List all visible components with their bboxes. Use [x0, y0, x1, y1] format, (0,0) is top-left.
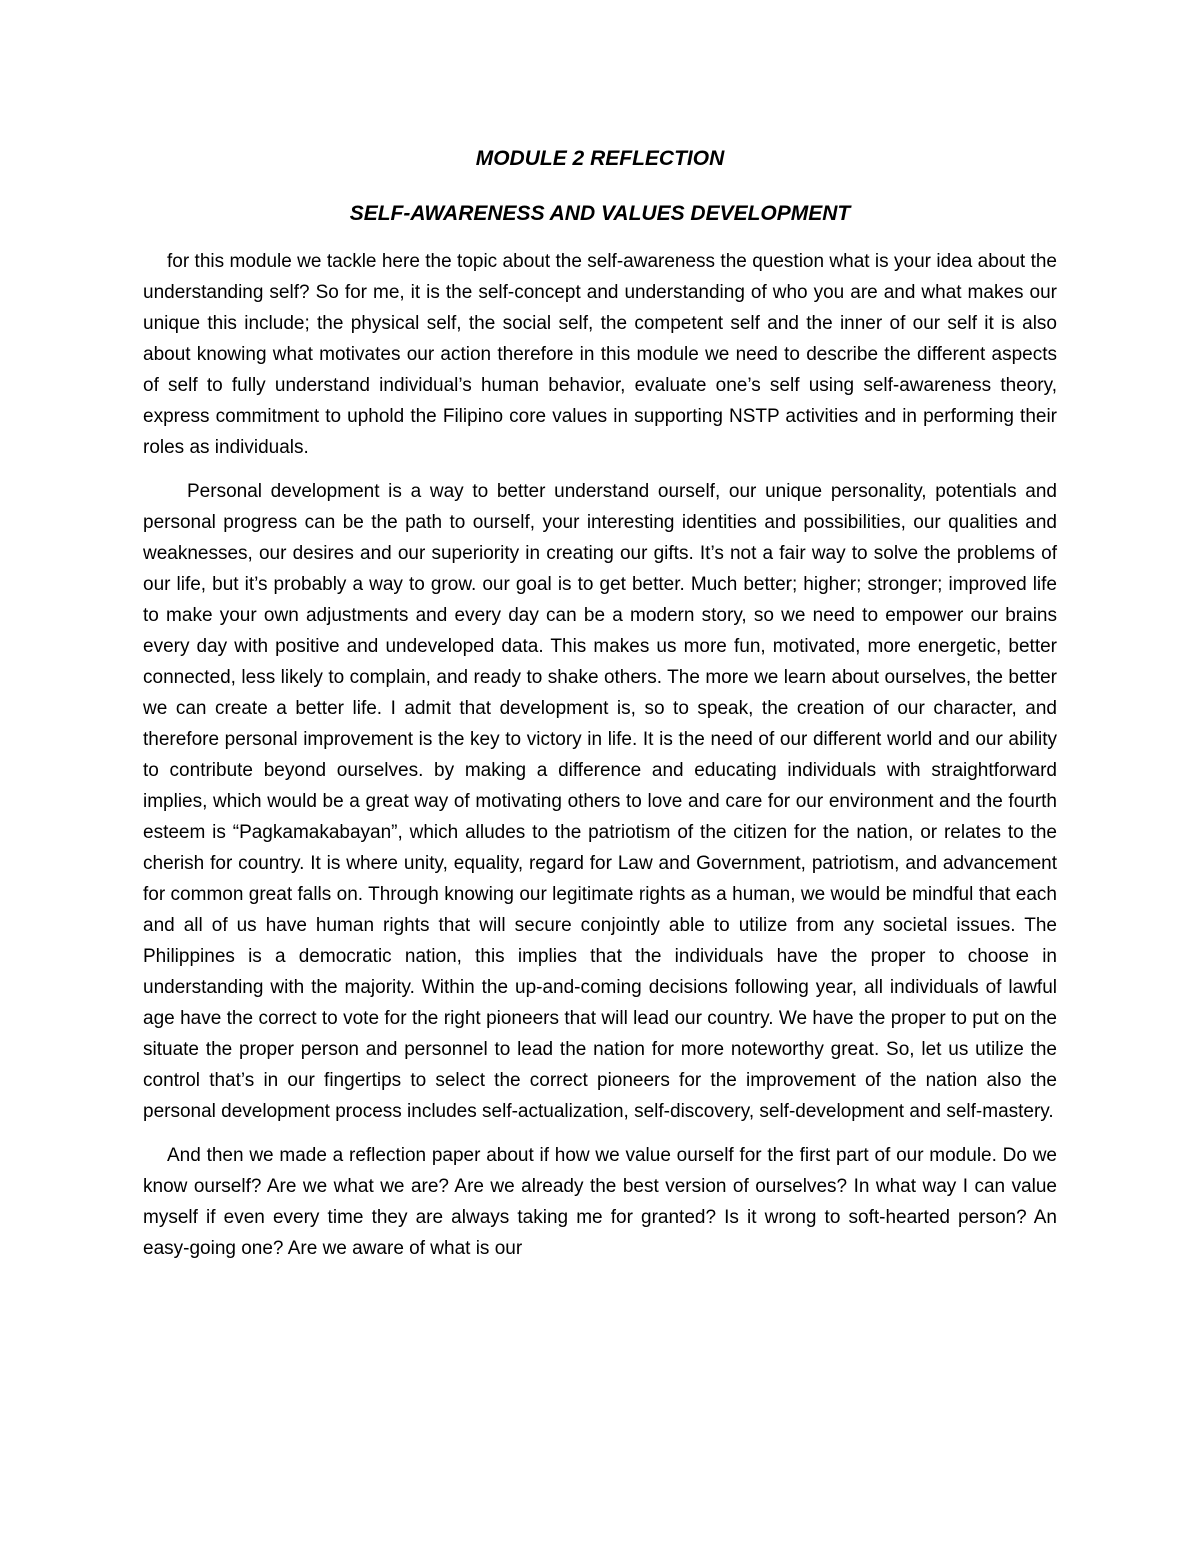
- paragraph-3: And then we made a reflection paper about if how we value ourself for the first part of our module. Do we know ourself? Are we what we are? Are we already the best version of ourselves? In what way I can value myself if even every time they are always taking me for granted? Is it wrong to soft-hearted person? An easy-going one? Are we aware of what is our: [143, 1145, 1057, 1259]
- document-body: [143, 140, 1057, 1264]
- paragraph-1: for this module we tackle here the topic about the self-awareness the question what is your idea about the understanding self? So for me, it is the self-concept and understanding of who you are and what makes our unique this include; the physical self, the social self, the competent self and the inner of our self it is also about knowing what motivates our action therefore in this module we need to describe the different aspects of self to fully understand individual’s human behavior, evaluate one’s self using self-awareness theory, express commitment to uphold the Filipino core values in supporting NSTP activities and in performing their roles as individuals.: [143, 251, 1057, 458]
- paragraph-2: Personal development is a way to better understand ourself, our unique personality, potentials and personal progress can be the path to ourself, your interesting identities and possibilities, our qualities and weaknesses, our desires and our superiority in creating our gifts. It’s not a fair way to solve the problems of our life, but it’s probably a way to grow. our goal is to get better. Much better; higher; stronger; improved life to make your own adjustments and every day can be a modern story, so we need to empower our brains every day with positive and undeveloped data. This makes us more fun, motivated, more energetic, better connected, less likely to complain, and ready to shake others. The more we learn about ourselves, the better we can create a better life. I admit that development is, so to speak, the creation of our character, and therefore personal improvement is the key to victory in life. It is the need of our different world and our ability to contribute beyond ourselves. by making a difference and educating individuals with straightforward implies, which would be a great way of motivating others to love and care for our environment and the fourth esteem is “Pagkamakabayan”, which alludes to the patriotism of the citizen for the nation, or relates to the cherish for country. It is where unity, equality, regard for Law and Government, patriotism, and advancement for common great falls on. Through knowing our legitimate rights as a human, we would be mindful that each and all of us have human rights that will secure conjointly able to utilize from any societal issues. The Philippines is a democratic nation, this implies that the individuals have the proper to choose in understanding with the majority. Within the up-and-coming decisions following year, all individuals of lawful age have the correct to vote for the right pioneers that will lead our country. We have the proper to put on the situate the proper person and personnel to lead the nation for more noteworthy great. So, let us utilize the control that’s in our fingertips to select the correct pioneers for the improvement of the nation also the personal development process includes self-actualization, self-discovery, self-development and self-mastery.: [143, 481, 1057, 1122]
- document-subtitle: SELF-AWARENESS AND VALUES DEVELOPMENT: [349, 202, 851, 225]
- document-title: MODULE 2 REFLECTION: [475, 147, 725, 170]
